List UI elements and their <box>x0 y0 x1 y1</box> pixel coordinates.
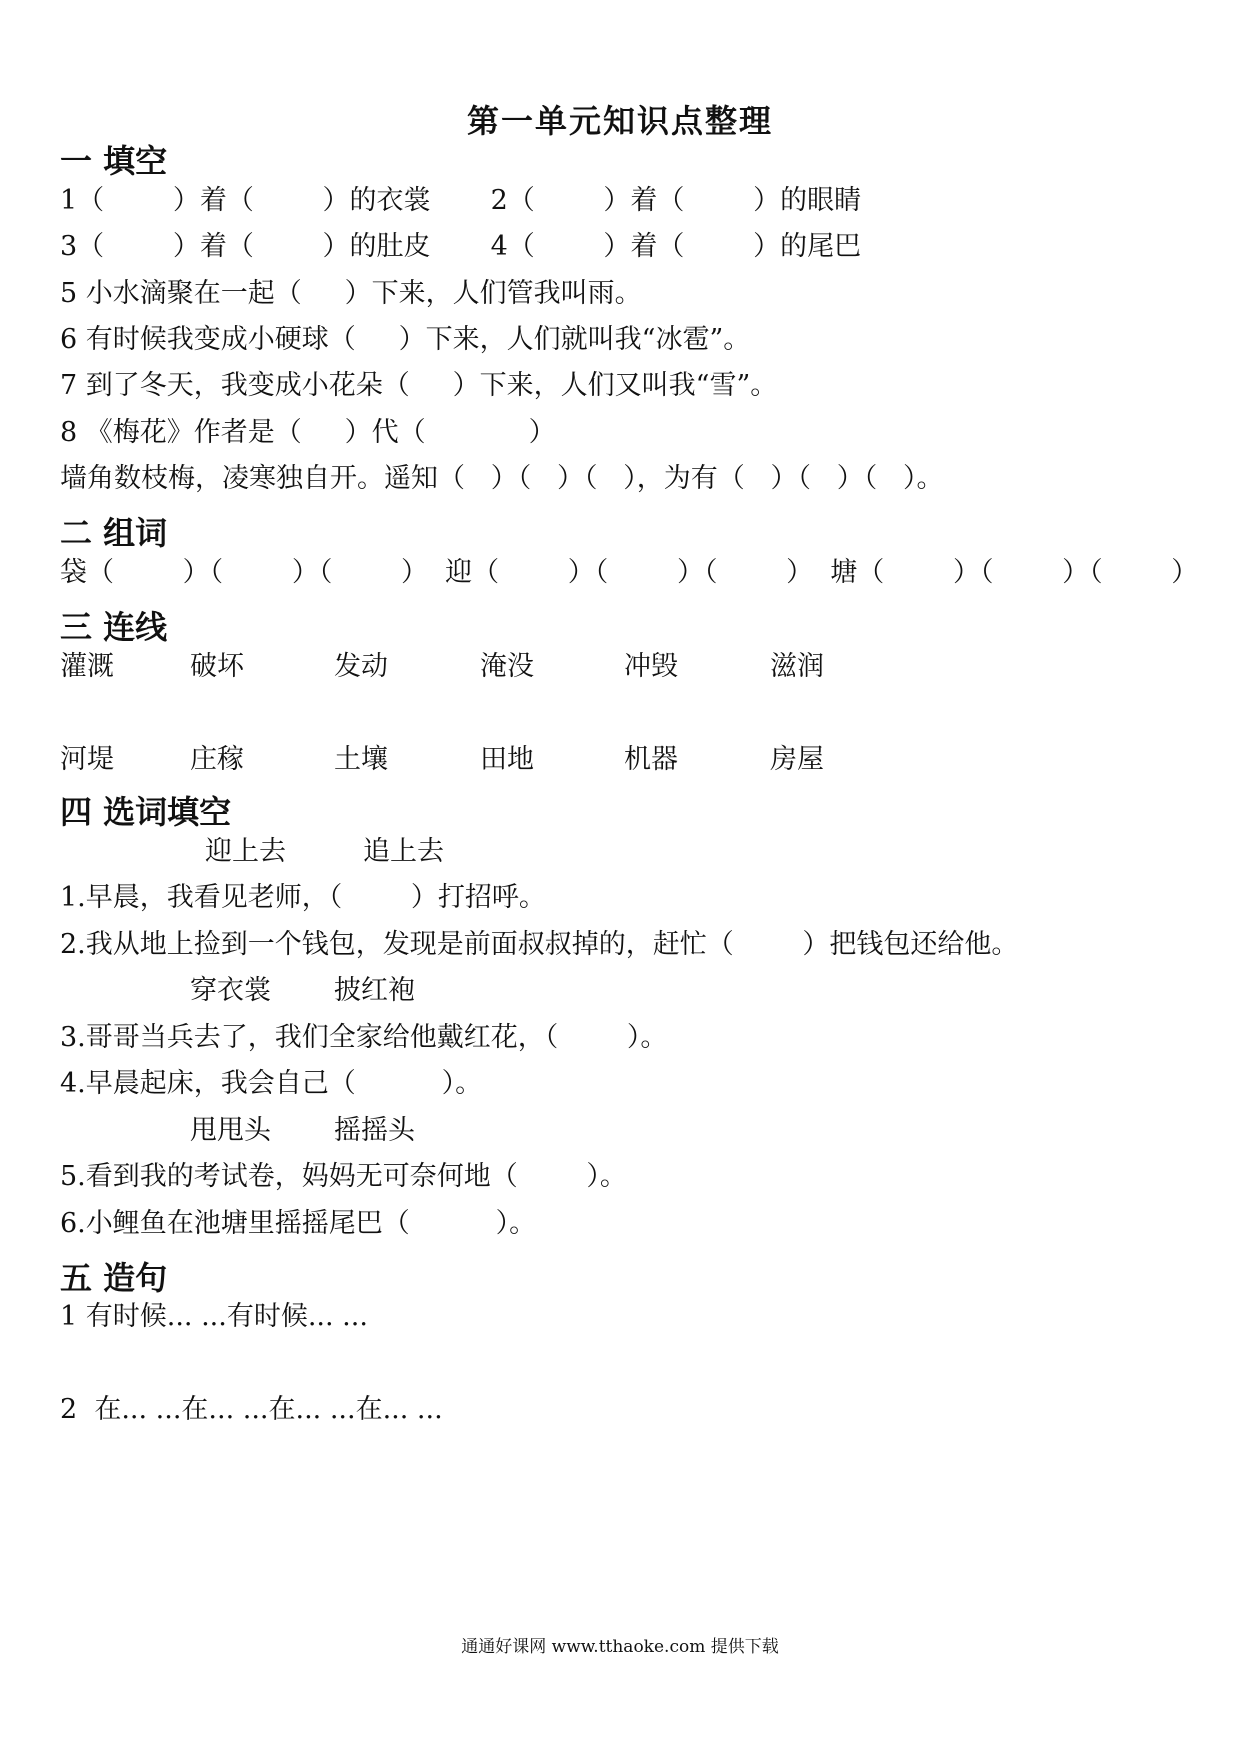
section-heading-word-formation: 二 组词 <box>60 514 168 552</box>
match-bottom-word: 庄稼 <box>190 744 244 775</box>
match-top-word: 滋润 <box>770 651 824 682</box>
match-bottom-word: 机器 <box>624 744 678 775</box>
page-title: 第一单元知识点整理 <box>466 102 773 140</box>
choice-question-2: 2.我从地上捡到一个钱包，发现是前面叔叔掉的，赶忙（ ）把钱包还给他。 <box>60 929 1019 960</box>
word-choice-option: 甩甩头 <box>190 1115 271 1146</box>
word-choice-option: 穿衣裳 <box>190 975 271 1006</box>
section-heading-fill-blanks: 一 填空 <box>60 142 168 180</box>
fill-line-5: 7 到了冬天，我变成小花朵（ ）下来，人们又叫我“雪”。 <box>60 370 778 401</box>
section-heading-matching: 三 连线 <box>60 608 168 646</box>
section-heading-choose-words: 四 选词填空 <box>60 793 232 831</box>
match-bottom-word: 土壤 <box>334 744 388 775</box>
fill-line-4: 6 有时候我变成小硬球（ ）下来，人们就叫我“冰雹”。 <box>60 324 751 355</box>
sentence-prompt-2: 2 在... ...在... ...在... ...在... ... <box>60 1394 443 1425</box>
fill-line-2: 3（ ）着（ ）的肚皮 4（ ）着（ ）的尾巴 <box>60 231 862 262</box>
match-top-word: 破坏 <box>190 651 244 682</box>
choice-question-4: 4.早晨起床，我会自己（ ）。 <box>60 1068 483 1099</box>
page-footer: 通通好课网 www.tthaoke.com 提供下载 <box>461 1637 779 1657</box>
match-top-word: 发动 <box>334 651 388 682</box>
choice-question-1: 1.早晨，我看见老师，（ ）打招呼。 <box>60 882 546 913</box>
choice-question-6: 6.小鲤鱼在池塘里摇摇尾巴（ ）。 <box>60 1208 537 1239</box>
sentence-prompt-1: 1 有时候... ...有时候... ... <box>60 1301 368 1332</box>
match-bottom-word: 田地 <box>480 744 534 775</box>
match-top-word: 冲毁 <box>624 651 678 682</box>
choice-question-5: 5.看到我的考试卷，妈妈无可奈何地（ ）。 <box>60 1161 627 1192</box>
fill-line-7: 墙角数枝梅，凌寒独自开。遥知（ ）（ ）（ ），为有（ ）（ ）（ ）。 <box>60 463 944 494</box>
match-bottom-word: 房屋 <box>770 744 824 775</box>
section-heading-sentence-making: 五 造句 <box>60 1259 168 1297</box>
word-choice-option: 披红袍 <box>334 975 415 1006</box>
match-top-word: 淹没 <box>480 651 534 682</box>
word-formation-line: 袋（ ）（ ）（ ） 迎（ ）（ ）（ ） 塘（ ）（ ）（ ） <box>60 557 1199 588</box>
fill-line-6: 8 《梅花》作者是（ ）代（ ） <box>60 417 556 448</box>
choice-question-3: 3.哥哥当兵去了，我们全家给他戴红花，（ ）。 <box>60 1022 668 1053</box>
word-choice-option: 迎上去 <box>205 836 286 867</box>
fill-line-3: 5 小水滴聚在一起（ ）下来，人们管我叫雨。 <box>60 278 642 309</box>
match-top-word: 灌溉 <box>60 651 114 682</box>
word-choice-option: 追上去 <box>363 836 444 867</box>
fill-line-1: 1（ ）着（ ）的衣裳 2（ ）着（ ）的眼睛 <box>60 185 862 216</box>
match-bottom-word: 河堤 <box>60 744 114 775</box>
word-choice-option: 摇摇头 <box>334 1115 415 1146</box>
